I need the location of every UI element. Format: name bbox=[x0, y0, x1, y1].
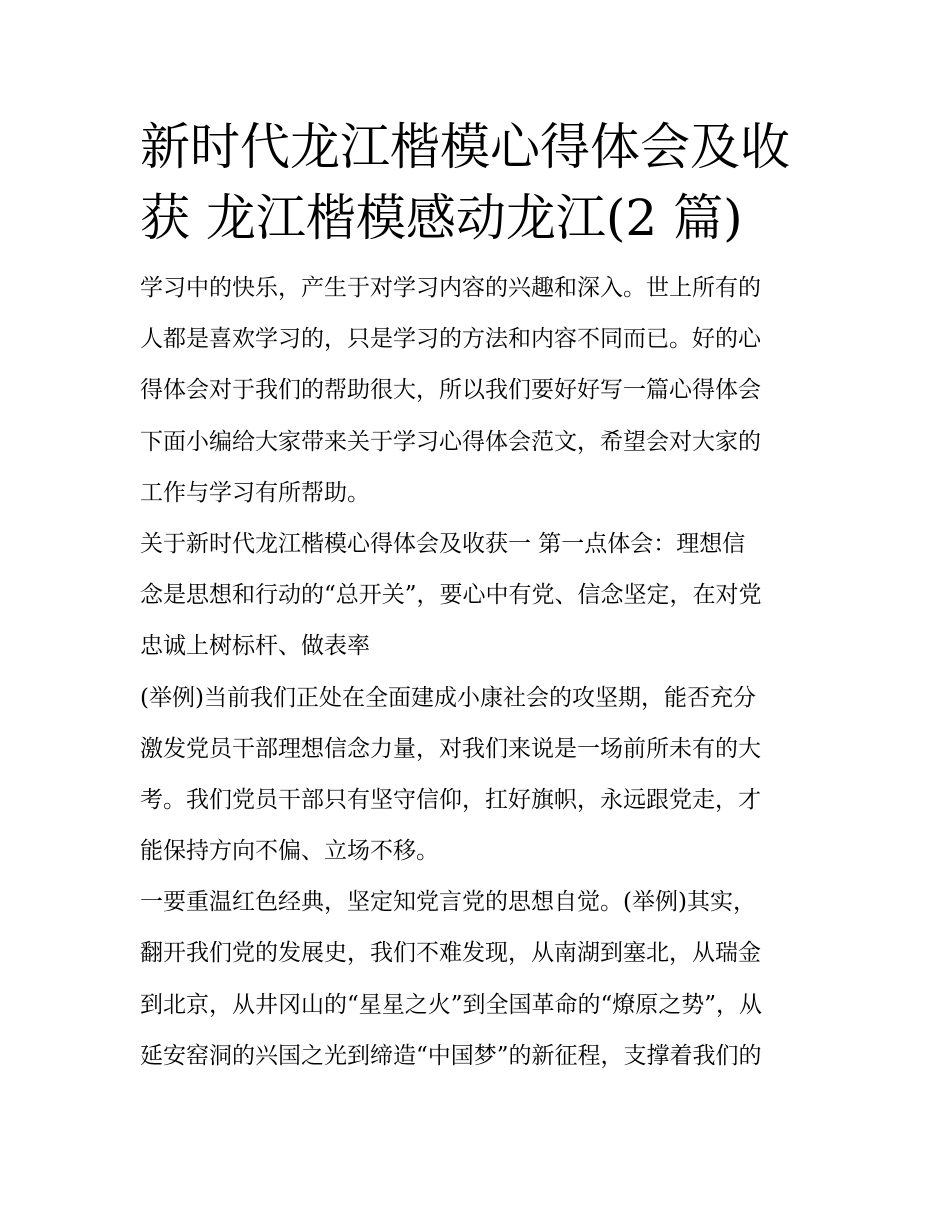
text-line: 念是思想和行动的“总开关”，要心中有党、信念坚定，在对党 bbox=[140, 582, 762, 609]
document-body bbox=[140, 263, 812, 1082]
text-line: 关于新时代龙江楷模心得体会及收获一 第一点体会：理想信 bbox=[140, 530, 746, 557]
paragraph-intro bbox=[140, 263, 812, 519]
text-line: 激发党员干部理想信念力量，对我们来说是一场前所未有的大 bbox=[140, 735, 761, 762]
text-line: 工作与学习有所帮助。 bbox=[140, 479, 370, 506]
paragraph-red-classics bbox=[140, 877, 812, 1082]
title-line: 获 龙江楷模感动龙江(2 篇) bbox=[140, 189, 743, 247]
text-line: 到北京，从井冈山的“星星之火”到全国革命的“燎原之势”，从 bbox=[140, 991, 763, 1018]
paragraph-example bbox=[140, 673, 812, 878]
title-line: 新时代龙江楷模心得体会及收 bbox=[140, 118, 790, 176]
text-line: 能保持方向不偏、立场不移。 bbox=[140, 838, 439, 865]
text-line: 一要重温红色经典，坚定知党言党的思想自觉。(举例)其实， bbox=[140, 889, 756, 916]
document-title bbox=[140, 112, 812, 254]
text-line: (举例)当前我们正处在全面建成小康社会的攻坚期，能否充分 bbox=[140, 684, 756, 711]
text-line: 人都是喜欢学习的，只是学习的方法和内容不同而已。好的心 bbox=[140, 326, 761, 353]
text-line: 延安窑洞的兴国之光到缔造“中国梦”的新征程，支撑着我们的 bbox=[140, 1042, 762, 1069]
text-line: 考。我们党员干部只有坚守信仰，扛好旗帜，永远跟党走，才 bbox=[140, 786, 761, 813]
paragraph-point-one bbox=[140, 519, 812, 673]
text-line: 学习中的快乐，产生于对学习内容的兴趣和深入。世上所有的 bbox=[140, 275, 761, 301]
document-content bbox=[140, 112, 812, 1082]
text-line: 翻开我们党的发展史，我们不难发现，从南湖到塞北，从瑞金 bbox=[140, 940, 761, 967]
text-line: 得体会对于我们的帮助很大，所以我们要好好写一篇心得体会 bbox=[140, 377, 761, 404]
text-line: 忠诚上树标杆、做表率 bbox=[140, 633, 370, 660]
text-line: 下面小编给大家带来关于学习心得体会范文，希望会对大家的 bbox=[140, 428, 761, 455]
